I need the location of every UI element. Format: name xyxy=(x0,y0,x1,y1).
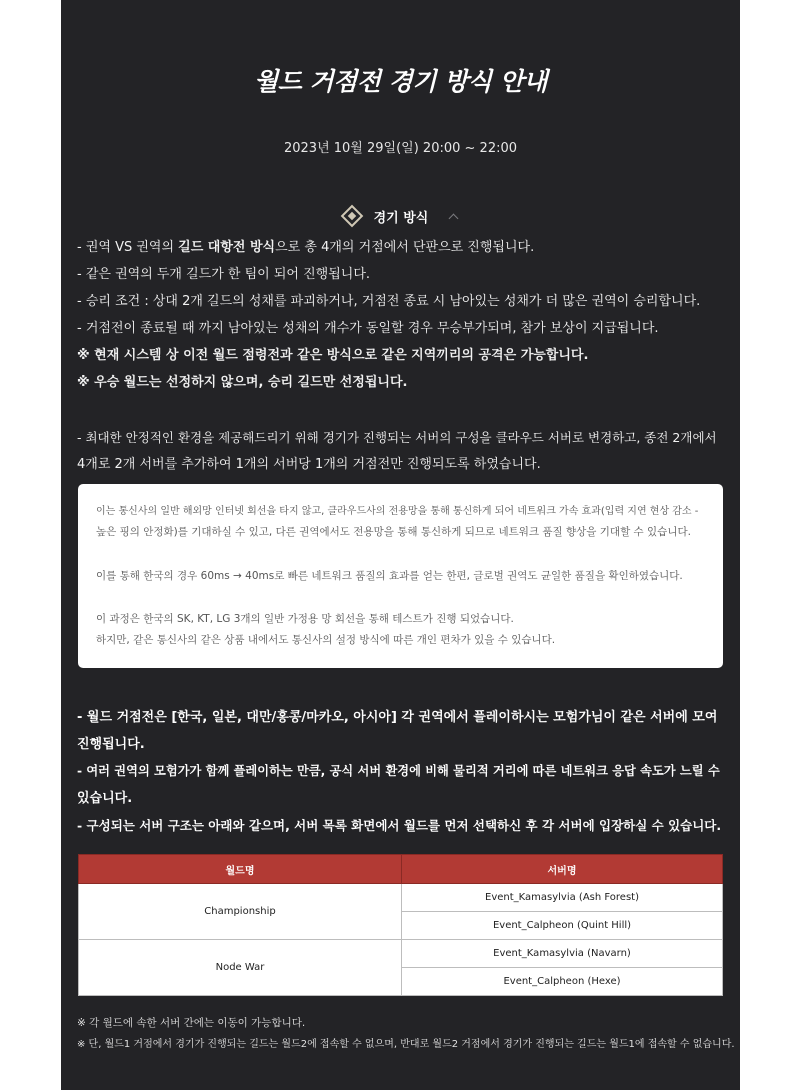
diamond-icon xyxy=(340,205,363,228)
notice-item: ※ 우승 월드는 선정하지 않으며, 승리 길드만 선정됩니다. xyxy=(77,375,408,390)
footnote: ※ 단, 월드1 거점에서 경기가 진행되는 길드는 월드2에 접속할 수 없으며, 반대로 월드2 거점에서 경기가 진행되는 길드는 월드1에 접속할 수 없습니다. xyxy=(77,1039,735,1050)
section-label: 경기 방식 xyxy=(373,210,429,226)
server-table xyxy=(78,854,723,996)
table-row xyxy=(79,940,723,968)
note-line: 하지만, 같은 통신사의 같은 상품 내에서도 통신사의 설정 방식에 따른 개인 편차가 있을 수 있습니다. xyxy=(96,634,556,646)
rule-item: - 거점전이 종료될 때 까지 남아있는 성채의 개수가 동일할 경우 무승부가되며, 참가 보상이 지급됩니다. xyxy=(77,321,659,336)
notice-panel xyxy=(61,0,740,1090)
paragraph-line: 있습니다. xyxy=(77,791,133,806)
event-date: 2023년 10월 29일(일) 20:00 ~ 22:00 xyxy=(283,141,518,156)
network-note-box xyxy=(78,484,723,668)
notice-item: ※ 현재 시스템 상 이전 월드 점령전과 같은 방식으로 같은 지역끼리의 공격은 가능합니다. xyxy=(77,348,589,363)
header-server: 서버명 xyxy=(402,855,723,884)
cloud-server-info xyxy=(77,424,727,478)
paragraph-line: - 여러 권역의 모험가가 함께 플레이하는 만큼, 공식 서버 환경에 비해 물리적 거리에 따른 네트워크 응답 속도가 느릴 수 xyxy=(77,764,720,778)
note-line: 이는 통신사의 일반 해외망 인터넷 회선을 타지 않고, 클라우드사의 전용망을 통해 통신하게 되어 네트워크 가속 효과(입력 지연 현상 감소 - xyxy=(96,506,699,517)
footnote: ※ 각 월드에 속한 서버 간에는 이동이 가능합니다. xyxy=(77,1017,306,1029)
paragraph-line: - 월드 거점전은 [한국, 일본, 대만/홍콩/마카오, 아시아] 각 권역에서 플레이하시는 모험가님이 같은 서버에 모여 xyxy=(77,710,718,725)
paragraph-line: 진행됩니다. xyxy=(77,737,145,752)
chevron-up-icon[interactable] xyxy=(449,214,459,224)
footnotes xyxy=(77,1012,737,1056)
table-row xyxy=(79,884,723,912)
note-line: 이 과정은 한국의 SK, KT, LG 3개의 일반 가정용 망 회선을 통해 테스트가 진행 되었습니다. xyxy=(96,613,514,625)
server-cell: Event_Kamasylvia (Ash Forest) xyxy=(402,884,723,912)
server-cell: Event_Calpheon (Quint Hill) xyxy=(402,912,723,940)
note-line: 이를 통해 한국의 경우 60ms → 40ms로 빠른 네트워크 품질의 효과를 얻는 한편, 글로벌 권역도 균일한 품질을 확인하였습니다. xyxy=(96,570,683,582)
rule-item: - 같은 권역의 두개 길드가 한 팀이 되어 진행됩니다. xyxy=(77,267,371,282)
rule-item: - 승리 조건 : 상대 2개 길드의 성채를 파괴하거나, 거점전 종료 시 남아있는 성채가 더 많은 권역이 승리합니다. xyxy=(77,294,701,309)
server-cell: Event_Calpheon (Hexe) xyxy=(402,968,723,996)
server-cell: Event_Kamasylvia (Navarn) xyxy=(402,940,723,968)
section-header[interactable] xyxy=(61,204,740,228)
table-header-row xyxy=(79,855,723,884)
paragraph-line: 4개로 2개 서버를 추가하여 1개의 서버당 1개의 거점전만 진행되도록 하였습니다. xyxy=(77,457,541,472)
region-info xyxy=(77,704,727,839)
world-cell: Championship xyxy=(79,884,402,940)
paragraph-line: - 구성되는 서버 구조는 아래와 같으며, 서버 목록 화면에서 월드를 먼저 선택하신 후 각 서버에 입장하실 수 있습니다. xyxy=(77,818,722,833)
page-title: 월드 거점전 경기 방식 안내 xyxy=(254,67,547,96)
world-cell: Node War xyxy=(79,940,402,996)
rule-item: - 권역 VS 권역의 길드 대항전 방식으로 총 4개의 거점에서 단판으로 진행됩니다. xyxy=(77,240,535,255)
rules-list xyxy=(77,234,727,396)
header-world: 월드명 xyxy=(79,855,402,884)
paragraph-line: - 최대한 안정적인 환경을 제공해드리기 위해 경기가 진행되는 서버의 구성을 클라우드 서버로 변경하고, 종전 2개에서 xyxy=(77,430,717,445)
note-line: 높은 핑의 안정화)를 기대하실 수 있고, 다른 권역에서도 전용망을 통해 통신하게 되므로 네트워크 품질 향상을 기대할 수 있습니다. xyxy=(96,526,691,538)
